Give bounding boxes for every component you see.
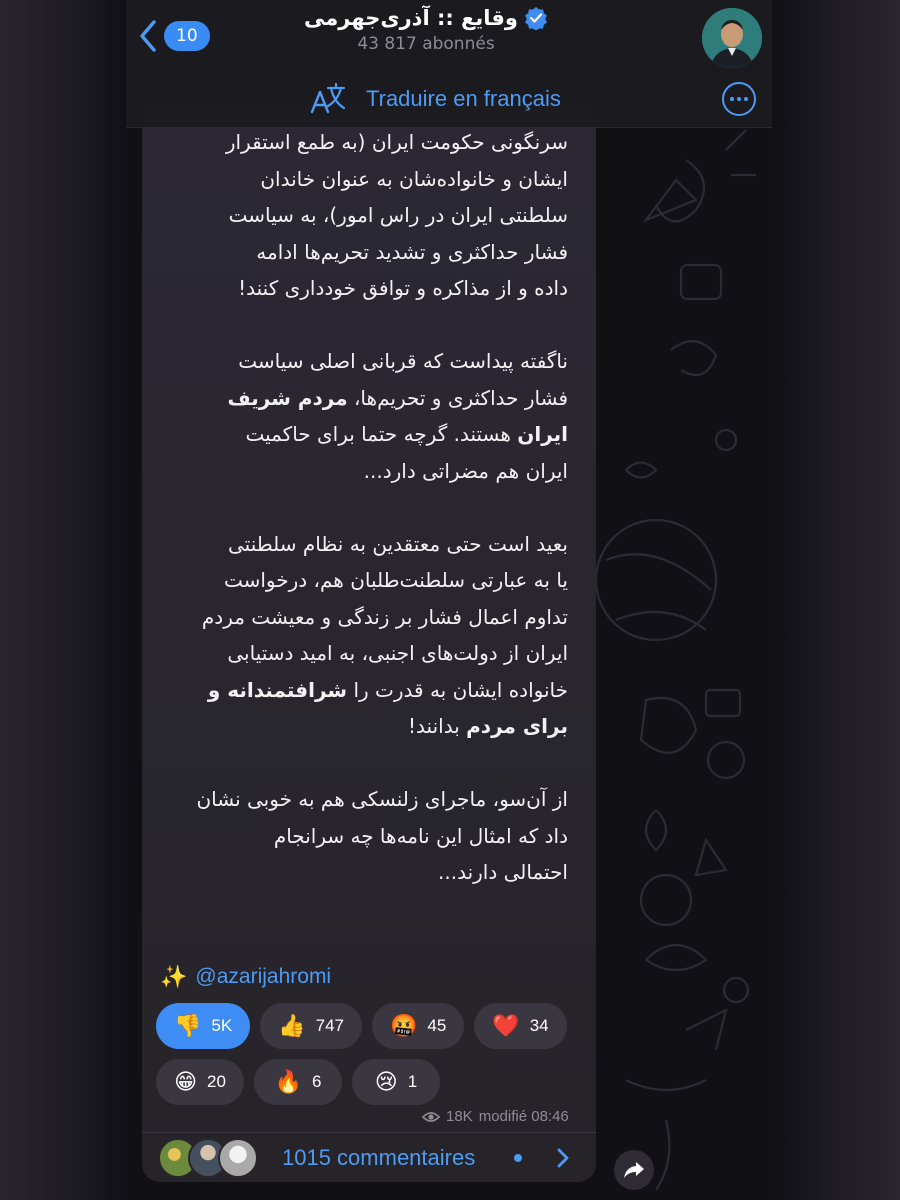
- reaction-count: 1: [407, 1072, 418, 1091]
- reaction-thumbs-up[interactable]: [260, 1003, 362, 1049]
- translate-bar: [126, 74, 772, 126]
- share-arrow-icon: [623, 1161, 645, 1179]
- paragraph-2: [148, 343, 568, 489]
- reactions-row: [156, 1059, 576, 1105]
- channel-title-block[interactable]: [276, 6, 576, 54]
- reaction-count: 20: [207, 1072, 226, 1091]
- text-line: ایران هم مضراتی دارد...: [363, 458, 568, 483]
- translate-button[interactable]: Traduire en français: [366, 86, 561, 111]
- crying-face-icon: 😢: [374, 1069, 398, 1095]
- thumbs-down-icon: 👎: [174, 1013, 202, 1039]
- chevron-right-icon: [556, 1147, 570, 1169]
- chat-header: [126, 0, 772, 128]
- text-line: ایران از دولت‌های اجنبی، به امید دستیابی: [227, 641, 568, 665]
- text-line: داده و از مذاکره و توافق خودداری کنند!: [238, 276, 568, 300]
- reaction-grin[interactable]: [156, 1059, 244, 1105]
- paragraph-1: [148, 124, 568, 307]
- reaction-count: 5K: [211, 1016, 233, 1035]
- text-line: هستند. گرچه حتما برای حاکمیت: [245, 422, 518, 446]
- heart-icon: ❤️: [492, 1013, 520, 1039]
- text-line: خانواده ایشان به قدرت را: [347, 677, 568, 702]
- text-line: بدانند!: [408, 714, 467, 738]
- reactions-bar: [156, 1003, 576, 1115]
- paragraph-4: [148, 781, 568, 891]
- reaction-fire[interactable]: [254, 1059, 342, 1105]
- comments-count: 1015 commentaires: [282, 1145, 476, 1170]
- avatar: [218, 1138, 258, 1178]
- text-line: بعید است حتی معتقدین به نظام سلطنتی: [228, 531, 568, 556]
- view-count: 18K: [446, 1108, 473, 1125]
- thumbs-up-icon: 👍: [278, 1013, 306, 1039]
- text-line: داد که امثال این نامه‌ها چه سرانجام: [273, 823, 568, 848]
- signature-link[interactable]: @azarijahromi: [195, 965, 332, 988]
- device-frame-left: [0, 0, 126, 1200]
- dot-icon: [730, 97, 734, 101]
- reaction-count: 34: [529, 1016, 549, 1035]
- avatar-portrait: [702, 8, 762, 68]
- bold-text: برای مردم: [466, 714, 568, 738]
- share-button[interactable]: [614, 1150, 654, 1190]
- bold-text: مردم شریف: [227, 385, 348, 410]
- reaction-count: 6: [311, 1072, 322, 1091]
- reaction-count: 747: [315, 1016, 344, 1035]
- text-line: فشار حداکثری و تشدید تحریم‌ها ادامه: [256, 239, 568, 264]
- bold-text: شرافتمندانه و: [207, 677, 348, 702]
- dot-icon: [744, 97, 748, 101]
- verified-icon: [524, 6, 548, 30]
- text-line: تداوم اعمال فشار بر زندگی و معیشت مردم: [201, 604, 568, 629]
- message-text: [148, 124, 568, 927]
- unread-badge: 10: [164, 21, 210, 51]
- reactions-row: [156, 1003, 576, 1049]
- back-button[interactable]: [136, 16, 210, 56]
- telegram-screen: [126, 0, 772, 1200]
- angry-face-icon: 🤬: [389, 1013, 418, 1039]
- sparkles-icon: ✨: [160, 964, 188, 989]
- eye-icon: [422, 1111, 440, 1123]
- reaction-count: 45: [427, 1016, 447, 1035]
- text-line: فشار حداکثری و تحریم‌ها،: [347, 385, 568, 410]
- device-frame-right: [772, 0, 900, 1200]
- channel-title: وقایع :: آذری‌جهرمی: [304, 6, 518, 30]
- text-line: احتمالی دارند...: [438, 860, 568, 884]
- edited-time: modifié 08:46: [478, 1108, 569, 1125]
- chevron-left-icon: [136, 18, 160, 54]
- text-line: ایشان و خانواده‌شان به عنوان خاندان: [260, 166, 568, 191]
- unread-dot: [514, 1154, 522, 1162]
- title-row: [276, 6, 576, 30]
- message-meta: [422, 1108, 569, 1125]
- reaction-crying[interactable]: [352, 1059, 440, 1105]
- comments-button[interactable]: [142, 1132, 596, 1182]
- fire-icon: 🔥: [274, 1069, 302, 1095]
- bold-text: ایران: [517, 422, 568, 446]
- reaction-angry[interactable]: [372, 1003, 464, 1049]
- text-line: سرنگونی حکومت ایران (به طمع استقرار: [225, 130, 568, 154]
- translate-icon: [308, 82, 348, 116]
- text-line: ناگفته پیداست که قربانی اصلی سیاست: [238, 349, 568, 373]
- text-line: از آن‌سو، ماجرای زلنسکی هم به خوبی نشان: [196, 787, 568, 811]
- reaction-heart[interactable]: [474, 1003, 566, 1049]
- text-line: یا به عبارتی سلطنت‌طلبان هم، درخواست: [223, 568, 568, 592]
- signature: [160, 964, 331, 990]
- subscriber-count: 43 817 abonnés: [357, 34, 495, 54]
- reaction-thumbs-down[interactable]: [156, 1003, 250, 1049]
- paragraph-3: [148, 526, 568, 745]
- channel-avatar[interactable]: [702, 8, 762, 68]
- grinning-face-icon: 😁: [174, 1069, 197, 1095]
- more-options-button[interactable]: [722, 82, 756, 116]
- commenter-avatars: [158, 1138, 268, 1180]
- text-line: سلطنتی ایران در راس امور)، به سیاست: [228, 203, 568, 227]
- dot-icon: [737, 97, 741, 101]
